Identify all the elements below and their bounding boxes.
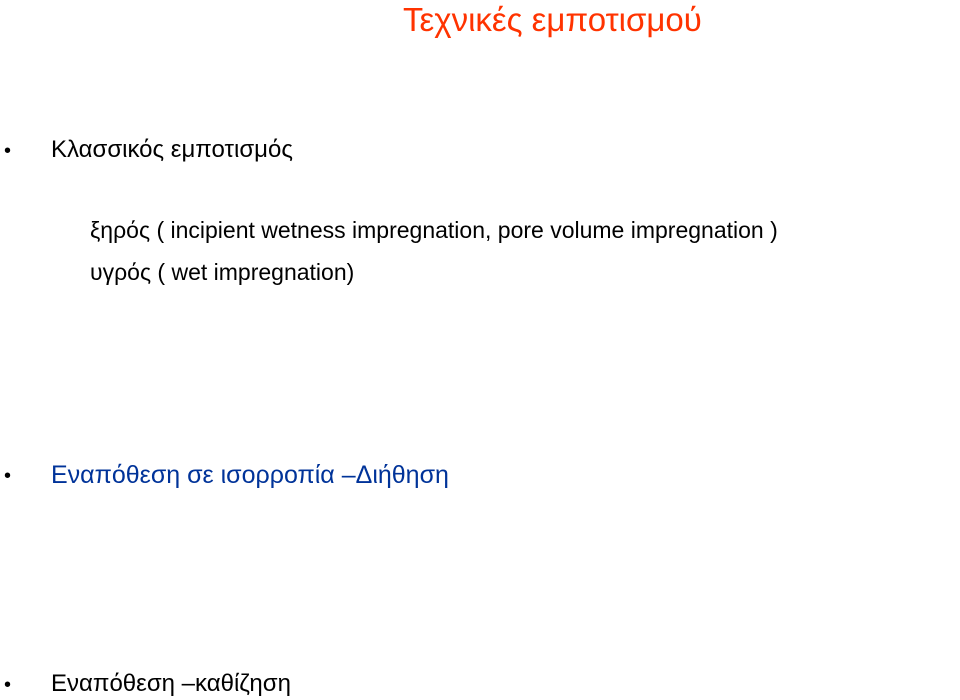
sub-item-wet: υγρός ( wet impregnation) <box>90 259 355 285</box>
bullet-text: Εναπόθεση σε ισορροπία –Διήθηση <box>51 461 449 489</box>
slide-title: Τεχνικές εμποτισμού <box>403 1 702 38</box>
bullet-symbol: • <box>4 140 12 162</box>
bullet-text: Εναπόθεση –καθίζηση <box>51 670 291 697</box>
bullet-text: Κλασσικός εμποτισμός <box>51 136 293 163</box>
sub-item-dry: ξηρός ( incipient wetness impregnation, pore volume impregnation ) <box>90 217 778 243</box>
bullet-symbol: • <box>4 674 12 696</box>
bullet-symbol: • <box>4 465 12 487</box>
